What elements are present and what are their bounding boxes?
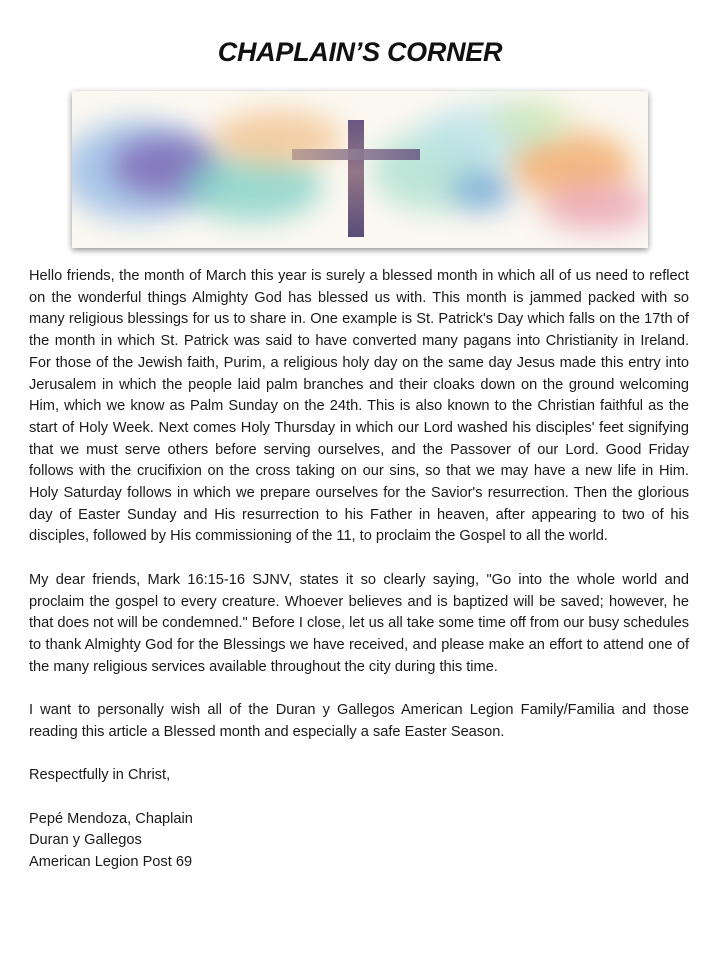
watercolor-splash <box>542 181 648 231</box>
cross-icon-horizontal <box>292 149 420 160</box>
closing-line: Respectfully in Christ, <box>29 767 171 784</box>
paragraph-wishes: I want to personally wish all of the Duran y Gallegos American Legion Family/Familia and those reading this article a Blessed month and especially a safe Easter Season. <box>29 702 689 740</box>
paragraph-intro: Hello friends, the month of March this year is surely a blessed month in which all of us need to reflect on the wonderful things Almighty God has blessed us with. This month is jammed packed with so many religious blessings for us to share in. One example is St. Patrick's Day which falls on the 17th of the month in which St. Patrick was said to have converted many pagans into Christianity in Ireland. For those of the Jewish faith, Purim, a religious holy day on the same day Jesus made this entry into Jerusalem in which the people laid palm branches and their cloaks down on the ground welcoming Him, which we know as Palm Sunday on the 24th. This is also known to the Christian faithful as the start of Holy Week. Next comes Holy Thursday in which our Lord washed his disciples' feet signifying that we must serve others before serving ourselves, and the Passover of our Lord. Good Friday follows with the crucifixion on the cross taking on our sins, so that we may have a new life in Him. Holy Saturday follows in which we prepare ourselves for the Savior's resurrection. Then the glorious day of Easter Sunday and His resurrection to his Father in heaven, after appearing to two of his disciples, followed by His commissioning of the 11, to proclaim the Gospel to all the world. <box>29 268 689 545</box>
banner-image <box>72 91 648 248</box>
signature-organization: Duran y Gallegos <box>29 832 142 849</box>
watercolor-splash <box>452 171 512 211</box>
paragraph-scripture: My dear friends, Mark 16:15-16 SJNV, states it so clearly saying, "Go into the whole world and proclaim the gospel to every creature. Whoever believes and is baptized will be saved; however, he that does not will be condemned." Before I close, let us all take some time off from our busy schedules to thank Almighty God for the Blessings we have received, and please make an effort to attend one of the many religious services available throughout the city during this time. <box>29 571 689 675</box>
signature-block <box>29 765 689 874</box>
signature-name: Pepé Mendoza, Chaplain <box>29 810 193 827</box>
signature-post: American Legion Post 69 <box>29 853 193 870</box>
article-body <box>29 266 689 874</box>
cross-icon-vertical <box>348 120 364 237</box>
watercolor-splash <box>492 101 572 141</box>
page-title: CHAPLAIN’S CORNER <box>217 37 503 67</box>
